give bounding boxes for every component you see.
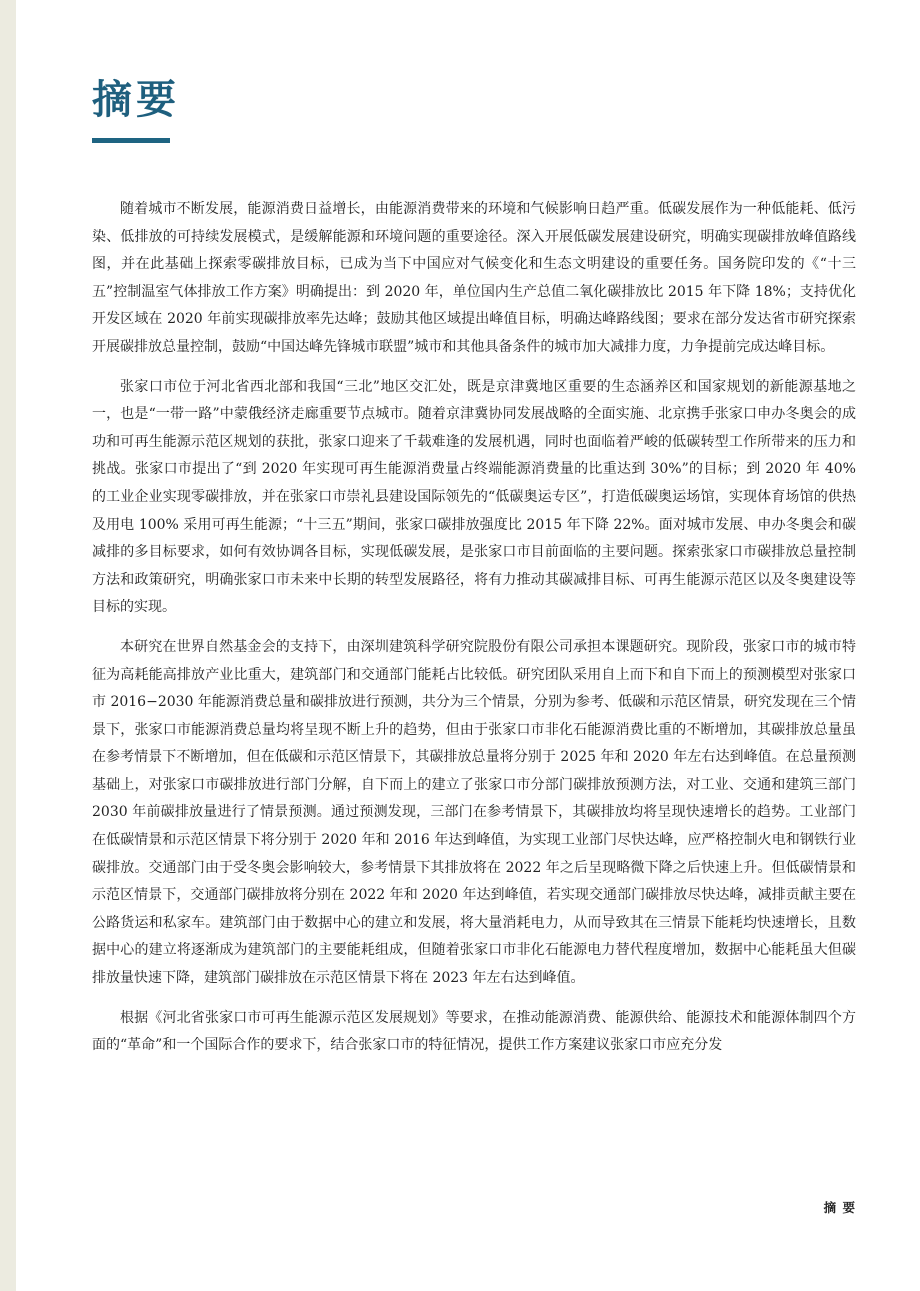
side-strip [0,0,16,1291]
title-underline [92,138,170,143]
body-text [92,196,856,1072]
paragraph-4: 根据《河北省张家口市可再生能源示范区发展规划》等要求，在推动能源消费、能源供给、能源技术和能源体制四个方面的“革命”和一个国际合作的要求下，结合张家口市的特征情况，提供工作方案建议张家口市应充分发 [92,1009,856,1054]
paragraph-3: 本研究在世界自然基金会的支持下，由深圳建筑科学研究院股份有限公司承担本课题研究。现阶段，张家口市的城市特征为高耗能高排放产业比重大，建筑部门和交通部门能耗占比较低。研究团队采用自上而下和自下而上的预测模型对张家口市 2016−2030 年能源消费总量和碳排放进行预测，共分为三个情景，分别为参考、低碳和示范区情景，研究发现在三个情景下，张家口市能源消费总量均将呈现不断上升的趋势，但由于张家口市非化石能源消费比重的不断增加，其碳排放总量虽在参考情景下不断增加，但在低碳和示范区情景下，其碳排放总量将分别于 2025 年和 2020 年左右达到峰值。在总量预测基础上，对张家口市碳排放进行部门分解，自下而上的建立了张家口市分部门碳排放预测方法，对工业、交通和建筑三部门 2030 年前碳排放量进行了情景预测。通过预测发现，三部门在参考情景下，其碳排放均将呈现快速增长的趋势。工业部门在低碳情景和示范区情景下将分别于 2020 年和 2016 年达到峰值，为实现工业部门尽快达峰，应严格控制火电和钢铁行业碳排放。交通部门由于受冬奥会影响较大，参考情景下其排放将在 2022 年之后呈现略微下降之后快速上升。但低碳情景和示范区情景下，交通部门碳排放将分别在 2022 年和 2020 年达到峰值，若实现交通部门碳排放尽快达峰，减排贡献主要在公路货运和私家车。建筑部门由于数据中心的建立和发展，将大量消耗电力，从而导致其在三情景下能耗均快速增长，且数据中心的建立将逐渐成为建筑部门的主要能耗组成，但随着张家口市非化石能源电力替代程度增加，数据中心能耗虽大但碳排放量快速下降，建筑部门碳排放在示范区情景下将在 2023 年左右达到峰值。 [92,638,856,987]
paragraph-2: 张家口市位于河北省西北部和我国“三北”地区交汇处，既是京津冀地区重要的生态涵养区和国家规划的新能源基地之一，也是“一带一路”中蒙俄经济走廊重要节点城市。随着京津冀协同发展战略的全面实施、北京携手张家口申办冬奥会的成功和可再生能源示范区规划的获批，张家口迎来了千载难逢的发展机遇，同时也面临着严峻的低碳转型工作所带来的压力和挑战。张家口市提出了“到 2020 年实现可再生能源消费量占终端能源消费量的比重达到 30%”的目标；到 2020 年 40% 的工业企业实现零碳排放，并在张家口市崇礼县建设国际领先的“低碳奥运专区”，打造低碳奥运场馆，实现体育场馆的供热及用电 100% 采用可再生能源；“十三五”期间，张家口碳排放强度比 2015 年下降 22%。面对城市发展、申办冬奥会和碳减排的多目标要求，如何有效协调各目标，实现低碳发展，是张家口市目前面临的主要问题。探索张家口市碳排放总量控制方法和政策研究，明确张家口市未来中长期的转型发展路径，将有力推动其碳减排目标、可再生能源示范区以及冬奥建设等目标的实现。 [92,378,856,616]
running-footer: 摘 要 [823,1200,856,1215]
page-title: 摘要 [92,77,180,123]
paragraph-1: 随着城市不断发展，能源消费日益增长，由能源消费带来的环境和气候影响日趋严重。低碳发展作为一种低能耗、低污染、低排放的可持续发展模式，是缓解能源和环境问题的重要途径。深入开展低碳发展建设研究，明确实现碳排放峰值路线图，并在此基础上探索零碳排放目标，已成为当下中国应对气候变化和生态文明建设的重要任务。国务院印发的《“十三五”控制温室气体排放工作方案》明确提出：到 2020 年，单位国内生产总值二氧化碳排放比 2015 年下降 18%；支持优化开发区域在 2020 年前实现碳排放率先达峰；鼓励其他区域提出峰值目标，明确达峰路线图；要求在部分发达省市研究探索开展碳排放总量控制，鼓励“中国达峰先锋城市联盟”城市和其他具备条件的城市加大减排力度，力争提前完成达峰目标。 [92,201,856,355]
